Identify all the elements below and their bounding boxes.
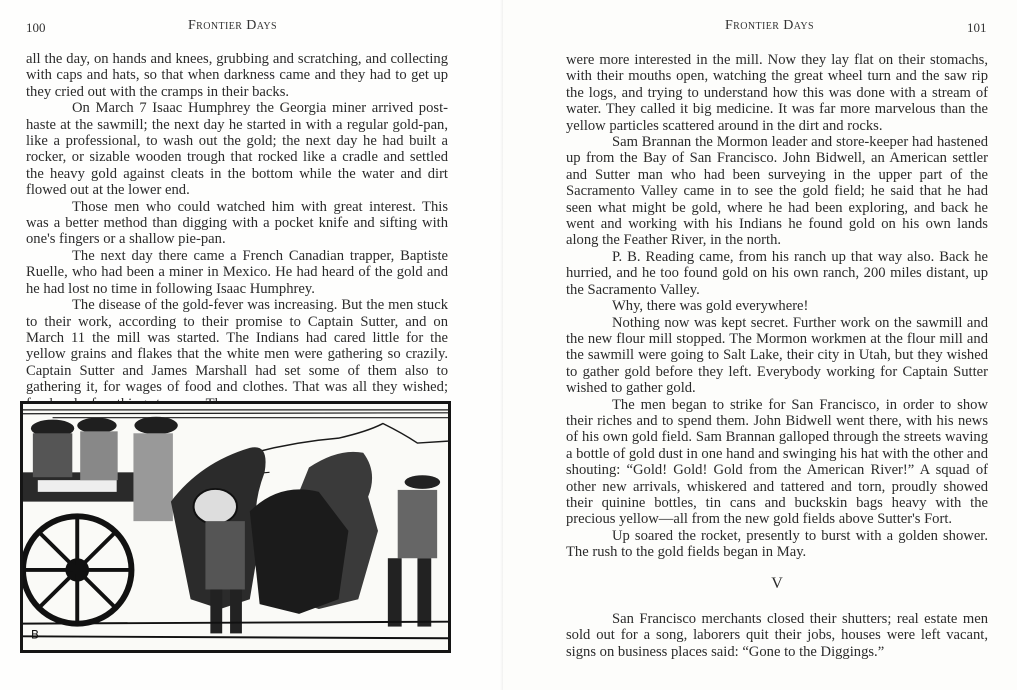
running-head-left: Frontier Days <box>188 18 278 33</box>
paragraph: The men began to strike for San Francisco, in order to show their riches and to spend them. John Bidwell went there, with his news of his own gold field. Sam Brannan galloped through the streets waving a bottle of gold dust in one hand and swinging his hat with the other and shouting: “Gold! Gold! Gold from the American River!” A squad of other new arrivals, whiskered and tattered and torn, proudly showed their quinine bottles, tin cans and buckskin bags heavy with the precious yellow—all from the new gold fields above Sutter's Fort. <box>566 396 988 528</box>
section-text <box>566 611 988 660</box>
paragraph: San Francisco merchants closed their shutters; real estate men sold out for a song, laborers quit their jobs, houses were left vacant, signs on business places said: “Gone to the Diggings.” <box>566 611 988 660</box>
woodcut-illustration <box>20 401 451 653</box>
paragraph: Why, there was gold everywhere! <box>612 298 809 315</box>
artist-monogram: B <box>30 627 40 642</box>
paragraph: were more interested in the mill. Now they lay flat on their stomachs, with their mouths open, watching the great wheel turn and the saw rip the logs, and trying to understand how this was done with a stream of water. They called it big medicine. It was far more marvelous than the yellow particles scattered around in the dirt and rocks. <box>566 52 988 134</box>
paragraph: Sam Brannan the Mormon leader and store-keeper had hastened up from the Bay of San Francisco. John Bidwell, an American settler and Sutter man who had been surveying in the upper part of the Sacramento Valley came in to see the gold field; he said that he had seen what might be gold, where he had been exploring, and back he went and working with his Indians he found gold on his own lands along the Feather River, in the north. <box>566 134 988 249</box>
running-head-right: Frontier Days <box>725 18 815 33</box>
paragraph: P. B. Reading came, from his ranch up that way also. Back he hurried, and he too found gold on his own ranch, 200 miles distant, up the Sacramento Valley. <box>566 248 988 298</box>
paragraph: all the day, on hands and knees, grubbing and scratching, and collecting with caps and hats, so that when darkness came and they had to get up they cried out with the cramps in their backs. <box>26 51 448 100</box>
section-heading: V <box>771 575 783 592</box>
paragraph: Those men who could watched him with great interest. This was a better method than digging with a pocket knife and sifting with one's fingers or a shallow pie-pan. <box>26 198 448 248</box>
left-page <box>0 0 503 690</box>
paragraph: Up soared the rocket, presently to burst with a golden shower. The rush to the gold fields began in May. <box>566 527 988 561</box>
right-page-text <box>566 52 988 561</box>
page-number-right: 101 <box>967 20 987 35</box>
seated-figures <box>31 417 178 521</box>
page-number-left: 100 <box>26 20 46 35</box>
horses <box>171 447 378 614</box>
paragraph: The disease of the gold-fever was increasing. But the men stuck to their work, according to their promise to Captain Sutter, and on March 11 the mill was started. The Indians had cared little for the yellow grains and flakes that the white men were gathering so crazily. Captain Sutter and James Marshall had set some of them also to gathering it, for wages of food and clothes. That was all they wished; <box>26 297 448 396</box>
paragraph: On March 7 Isaac Humphrey the Georgia miner arrived post-haste at the sawmill; the next day he started in with a regular gold-pan, like a professional, to wash out the gold; the next day he had built a rocker, or sizable wooden trough that rocked like a cradle and settled the heavy gold against cleats in the bottom while the water and dirt flowed out at the lower end. <box>26 100 448 199</box>
paragraph: The next day there came a French Canadian trapper, Baptiste Ruelle, who had been a miner in Mexico. He had heard of the gold and he had lost no time in following Isaac Humphrey. <box>26 247 448 297</box>
woodcut-drawing <box>23 404 448 650</box>
paragraph: Nothing now was kept secret. Further work on the sawmill and the new flour mill stopped. The Mormon workmen at the flour mill and the sawmill were going to Salt Lake, their city in Utah, but they wished to gather gold before they left. Everybody working for Captain Sutter wished to gather gold. <box>566 314 988 397</box>
left-page-text <box>26 51 448 412</box>
sky-hatching <box>23 410 448 418</box>
